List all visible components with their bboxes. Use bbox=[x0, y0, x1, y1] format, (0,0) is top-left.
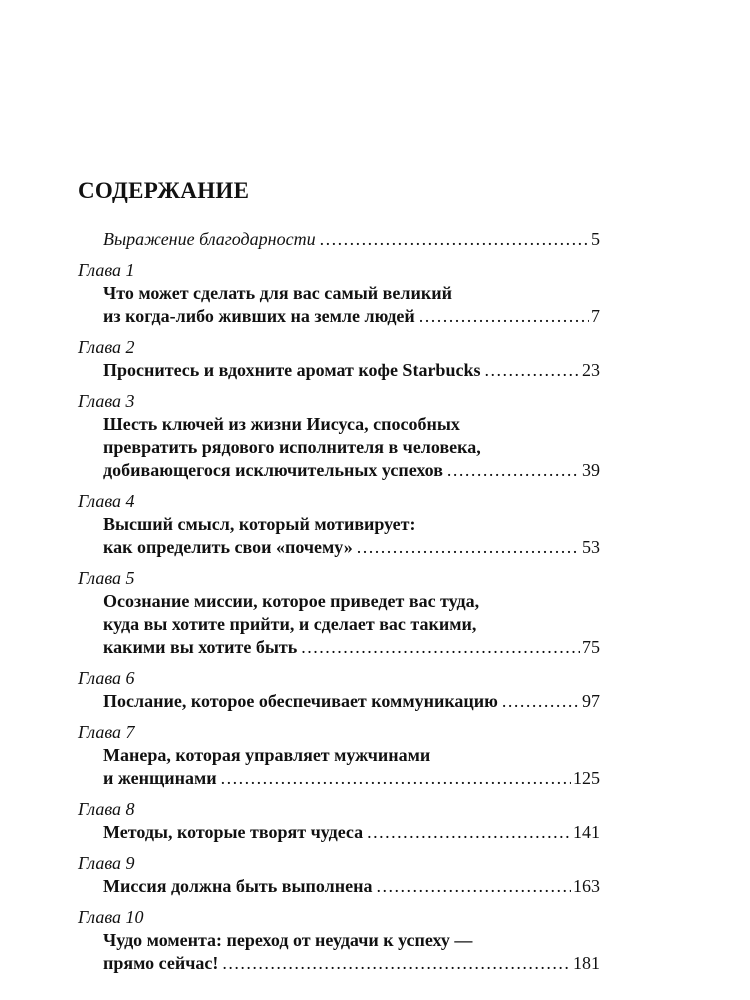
chapter-title-block bbox=[78, 821, 600, 844]
chapter-label: Глава 2 bbox=[78, 337, 135, 357]
chapter-title-block bbox=[78, 413, 600, 482]
toc-entry-line bbox=[103, 821, 600, 844]
dot-leader bbox=[484, 359, 580, 382]
chapter-title-block bbox=[78, 929, 600, 975]
toc-entry[interactable] bbox=[78, 390, 600, 482]
chapter-title-block bbox=[78, 590, 600, 659]
chapter-label: Глава 7 bbox=[78, 722, 135, 742]
toc-entry-line bbox=[103, 875, 600, 898]
chapter-title-line: добивающегося исключительных успехов bbox=[103, 460, 443, 480]
chapter-title-line: куда вы хотите прийти, и сделает вас такими, bbox=[103, 614, 477, 634]
chapter-title-line: и женщинами bbox=[103, 768, 217, 788]
chapter-label: Глава 4 bbox=[78, 491, 135, 511]
chapter-title-line: Высший смысл, который мотивирует: bbox=[103, 514, 416, 534]
toc-entry-title: Выражение благодарности bbox=[103, 229, 316, 249]
chapter-title-block bbox=[78, 513, 600, 559]
toc-entry[interactable] bbox=[78, 798, 600, 844]
chapter-title-block bbox=[78, 744, 600, 790]
toc-entry-line bbox=[103, 228, 600, 251]
chapter-title-line: Манера, которая управляет мужчинами bbox=[103, 745, 431, 765]
chapter-title-line: Осознание миссии, которое приведет вас туда, bbox=[103, 591, 480, 611]
toc-entry-acknowledgements[interactable] bbox=[78, 228, 600, 251]
chapter-title-block bbox=[78, 690, 600, 713]
toc-entry-line bbox=[103, 636, 600, 659]
page-number: 53 bbox=[582, 537, 600, 557]
chapter-title-line: Что может сделать для вас самый великий bbox=[103, 283, 452, 303]
page-number: 7 bbox=[591, 306, 600, 326]
chapter-title-line: Послание, которое обеспечивает коммуникацию bbox=[103, 691, 498, 711]
dot-leader bbox=[222, 952, 571, 975]
chapter-title-line: Чудо момента: переход от неудачи к успеху — bbox=[103, 930, 473, 950]
chapter-title-line: Миссия должна быть выполнена bbox=[103, 876, 373, 896]
chapter-title-block bbox=[78, 875, 600, 898]
page-number: 125 bbox=[573, 768, 600, 788]
chapter-label: Глава 8 bbox=[78, 799, 135, 819]
chapter-title-line: какими вы хотите быть bbox=[103, 637, 298, 657]
chapter-label: Глава 1 bbox=[78, 260, 135, 280]
dot-leader bbox=[419, 305, 589, 328]
page-number: 163 bbox=[573, 876, 600, 896]
dot-leader bbox=[502, 690, 580, 713]
page-number: 97 bbox=[582, 691, 600, 711]
toc-entry[interactable] bbox=[78, 259, 600, 328]
toc-entry-line bbox=[103, 690, 600, 713]
chapter-label: Глава 6 bbox=[78, 668, 135, 688]
toc-entry[interactable] bbox=[78, 567, 600, 659]
toc-entry-line bbox=[103, 459, 600, 482]
page-number: 181 bbox=[573, 953, 600, 973]
toc-entry-line bbox=[103, 359, 600, 382]
dot-leader bbox=[357, 536, 580, 559]
toc-entry[interactable] bbox=[78, 667, 600, 713]
chapter-title-line: Проснитесь и вдохните аромат кофе Starbucks bbox=[103, 360, 481, 380]
chapter-title-line: Шесть ключей из жизни Иисуса, способных bbox=[103, 414, 460, 434]
chapter-label: Глава 5 bbox=[78, 568, 135, 588]
dot-leader bbox=[320, 228, 589, 251]
page-number: 5 bbox=[591, 229, 600, 249]
chapter-title-line: Методы, которые творят чудеса bbox=[103, 822, 364, 842]
dot-leader bbox=[221, 767, 571, 790]
chapter-title-block bbox=[78, 359, 600, 382]
toc-entry-line bbox=[103, 305, 600, 328]
page-number: 75 bbox=[582, 637, 600, 657]
page-number: 39 bbox=[582, 460, 600, 480]
toc-entry[interactable] bbox=[78, 906, 600, 975]
page-number: 23 bbox=[582, 360, 600, 380]
toc-entry-line bbox=[103, 767, 600, 790]
page-title: СОДЕРЖАНИЕ bbox=[78, 178, 250, 203]
chapter-title-line: прямо сейчас! bbox=[103, 953, 219, 973]
chapter-title-line: как определить свои «почему» bbox=[103, 537, 353, 557]
chapter-title-block bbox=[78, 282, 600, 328]
toc-entry[interactable] bbox=[78, 721, 600, 790]
chapter-label: Глава 3 bbox=[78, 391, 135, 411]
table-of-contents bbox=[78, 228, 600, 983]
chapter-title-line: из когда-либо живших на земле людей bbox=[103, 306, 415, 326]
dot-leader bbox=[301, 636, 580, 659]
chapter-label: Глава 10 bbox=[78, 907, 144, 927]
dot-leader bbox=[447, 459, 580, 482]
toc-entry[interactable] bbox=[78, 490, 600, 559]
dot-leader bbox=[367, 821, 571, 844]
toc-entry-line bbox=[103, 952, 600, 975]
dot-leader bbox=[377, 875, 572, 898]
toc-entry[interactable] bbox=[78, 852, 600, 898]
toc-entry[interactable] bbox=[78, 336, 600, 382]
chapter-label: Глава 9 bbox=[78, 853, 135, 873]
page-number: 141 bbox=[573, 822, 600, 842]
toc-entry-line bbox=[103, 536, 600, 559]
chapter-title-line: превратить рядового исполнителя в человека, bbox=[103, 437, 481, 457]
